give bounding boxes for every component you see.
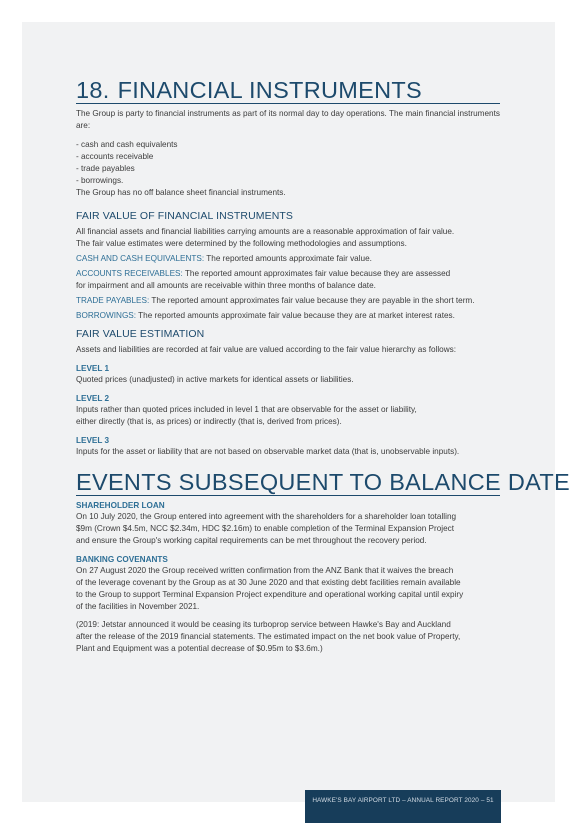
level-1-heading: LEVEL 1: [76, 364, 110, 373]
list-item: - accounts receivable: [76, 152, 154, 161]
list-item: - trade payables: [76, 164, 135, 173]
list-item: - borrowings.: [76, 176, 124, 185]
item-label: TRADE PAYABLES:: [76, 296, 150, 305]
off-balance-statement: The Group has no off balance sheet financial instruments.: [76, 188, 286, 197]
level-3-text: Inputs for the asset or liability that are not based on observable market data (that is, unobservable inputs).: [76, 447, 460, 456]
level-2-heading: LEVEL 2: [76, 394, 110, 403]
item-text: The reported amounts approximate fair value because they are at market interest rates.: [136, 311, 455, 320]
banking-covenants-text: On 27 August 2020 the Group received written confirmation from the ANZ Bank that it waives the breach of the leverage covenant by the Group as at 30 June 2020 and that existing debt facilities remain available to the Group to support Terminal Expansion Project expenditure and operational working capital until expiry of the facilities in November 2021.: [76, 566, 464, 611]
banking-covenants-heading: BANKING COVENANTS: [76, 555, 168, 564]
list-item: - cash and cash equivalents: [76, 140, 178, 149]
fair-value-item-borrowings: [76, 310, 500, 322]
page-footer: [305, 790, 501, 823]
item-label: ACCOUNTS RECEIVABLES:: [76, 269, 183, 278]
section-title-text: FINANCIAL INSTRUMENTS: [117, 77, 422, 103]
intro-paragraph: The Group is party to financial instruments as part of its normal day to day operations. The main financial instruments are:: [76, 109, 500, 130]
comparative-note: (2019: Jetstar announced it would be ceasing its turboprop service between Hawke's Bay and Auckland after the release of the 2019 financial statements. The estimated impact on the net book value of Property, Plant and Equipment was a potential decrease of $0.95m to $3.6m.): [76, 620, 461, 653]
level-2-text: Inputs rather than quoted prices included in level 1 that are observable for the asset or liability, either directly (that is, as prices) or indirectly (that is, derived from prices).: [76, 405, 417, 426]
item-label: CASH AND CASH EQUIVALENTS:: [76, 254, 205, 263]
item-text: The reported amount approximates fair value because they are payable in the short term.: [149, 296, 475, 305]
fair-value-item-cash: [76, 253, 500, 265]
item-text: The reported amount approximates fair value because they are assessed for impairment and all amounts are receivable within three months of balance date.: [76, 269, 451, 290]
shareholder-loan-text: On 10 July 2020, the Group entered into agreement with the shareholders for a shareholder loan totalling $9m (Crown $4.5m, NCC $2.34m, HDC $2.16m) to enable completion of the Terminal Expansion Project and ensure the Group's working capital requirements can be met throughout the recovery period.: [76, 512, 457, 545]
instrument-list: [76, 139, 500, 187]
fair-value-item-receivables: [76, 268, 500, 292]
section-title-events: EVENTS SUBSEQUENT TO BALANCE DATE: [76, 469, 570, 495]
fair-value-estimation-heading: FAIR VALUE ESTIMATION: [76, 328, 205, 340]
shareholder-loan-heading: SHAREHOLDER LOAN: [76, 501, 165, 510]
section-number: 18.: [76, 77, 110, 103]
item-text: The reported amounts approximate fair value.: [204, 254, 372, 263]
fair-value-paragraph: All financial assets and financial liabilities carrying amounts are a reasonable approximation of fair value. The fair value estimates were determined by the following methodologies and assumptions.: [76, 227, 455, 248]
item-label: BORROWINGS:: [76, 311, 137, 320]
fair-value-item-payables: [76, 295, 500, 307]
level-3-heading: LEVEL 3: [76, 436, 110, 445]
estimation-paragraph: Assets and liabilities are recorded at fair value are valued according to the fair value hierarchy as follows:: [76, 345, 457, 354]
page-content: [76, 77, 570, 655]
fair-value-heading: FAIR VALUE OF FINANCIAL INSTRUMENTS: [76, 210, 294, 222]
footer-text: HAWKE'S BAY AIRPORT LTD – ANNUAL REPORT 2020 – 51: [312, 797, 494, 804]
section-title-financial-instruments: [76, 78, 500, 104]
level-1-text: Quoted prices (unadjusted) in active markets for identical assets or liabilities.: [76, 375, 354, 384]
